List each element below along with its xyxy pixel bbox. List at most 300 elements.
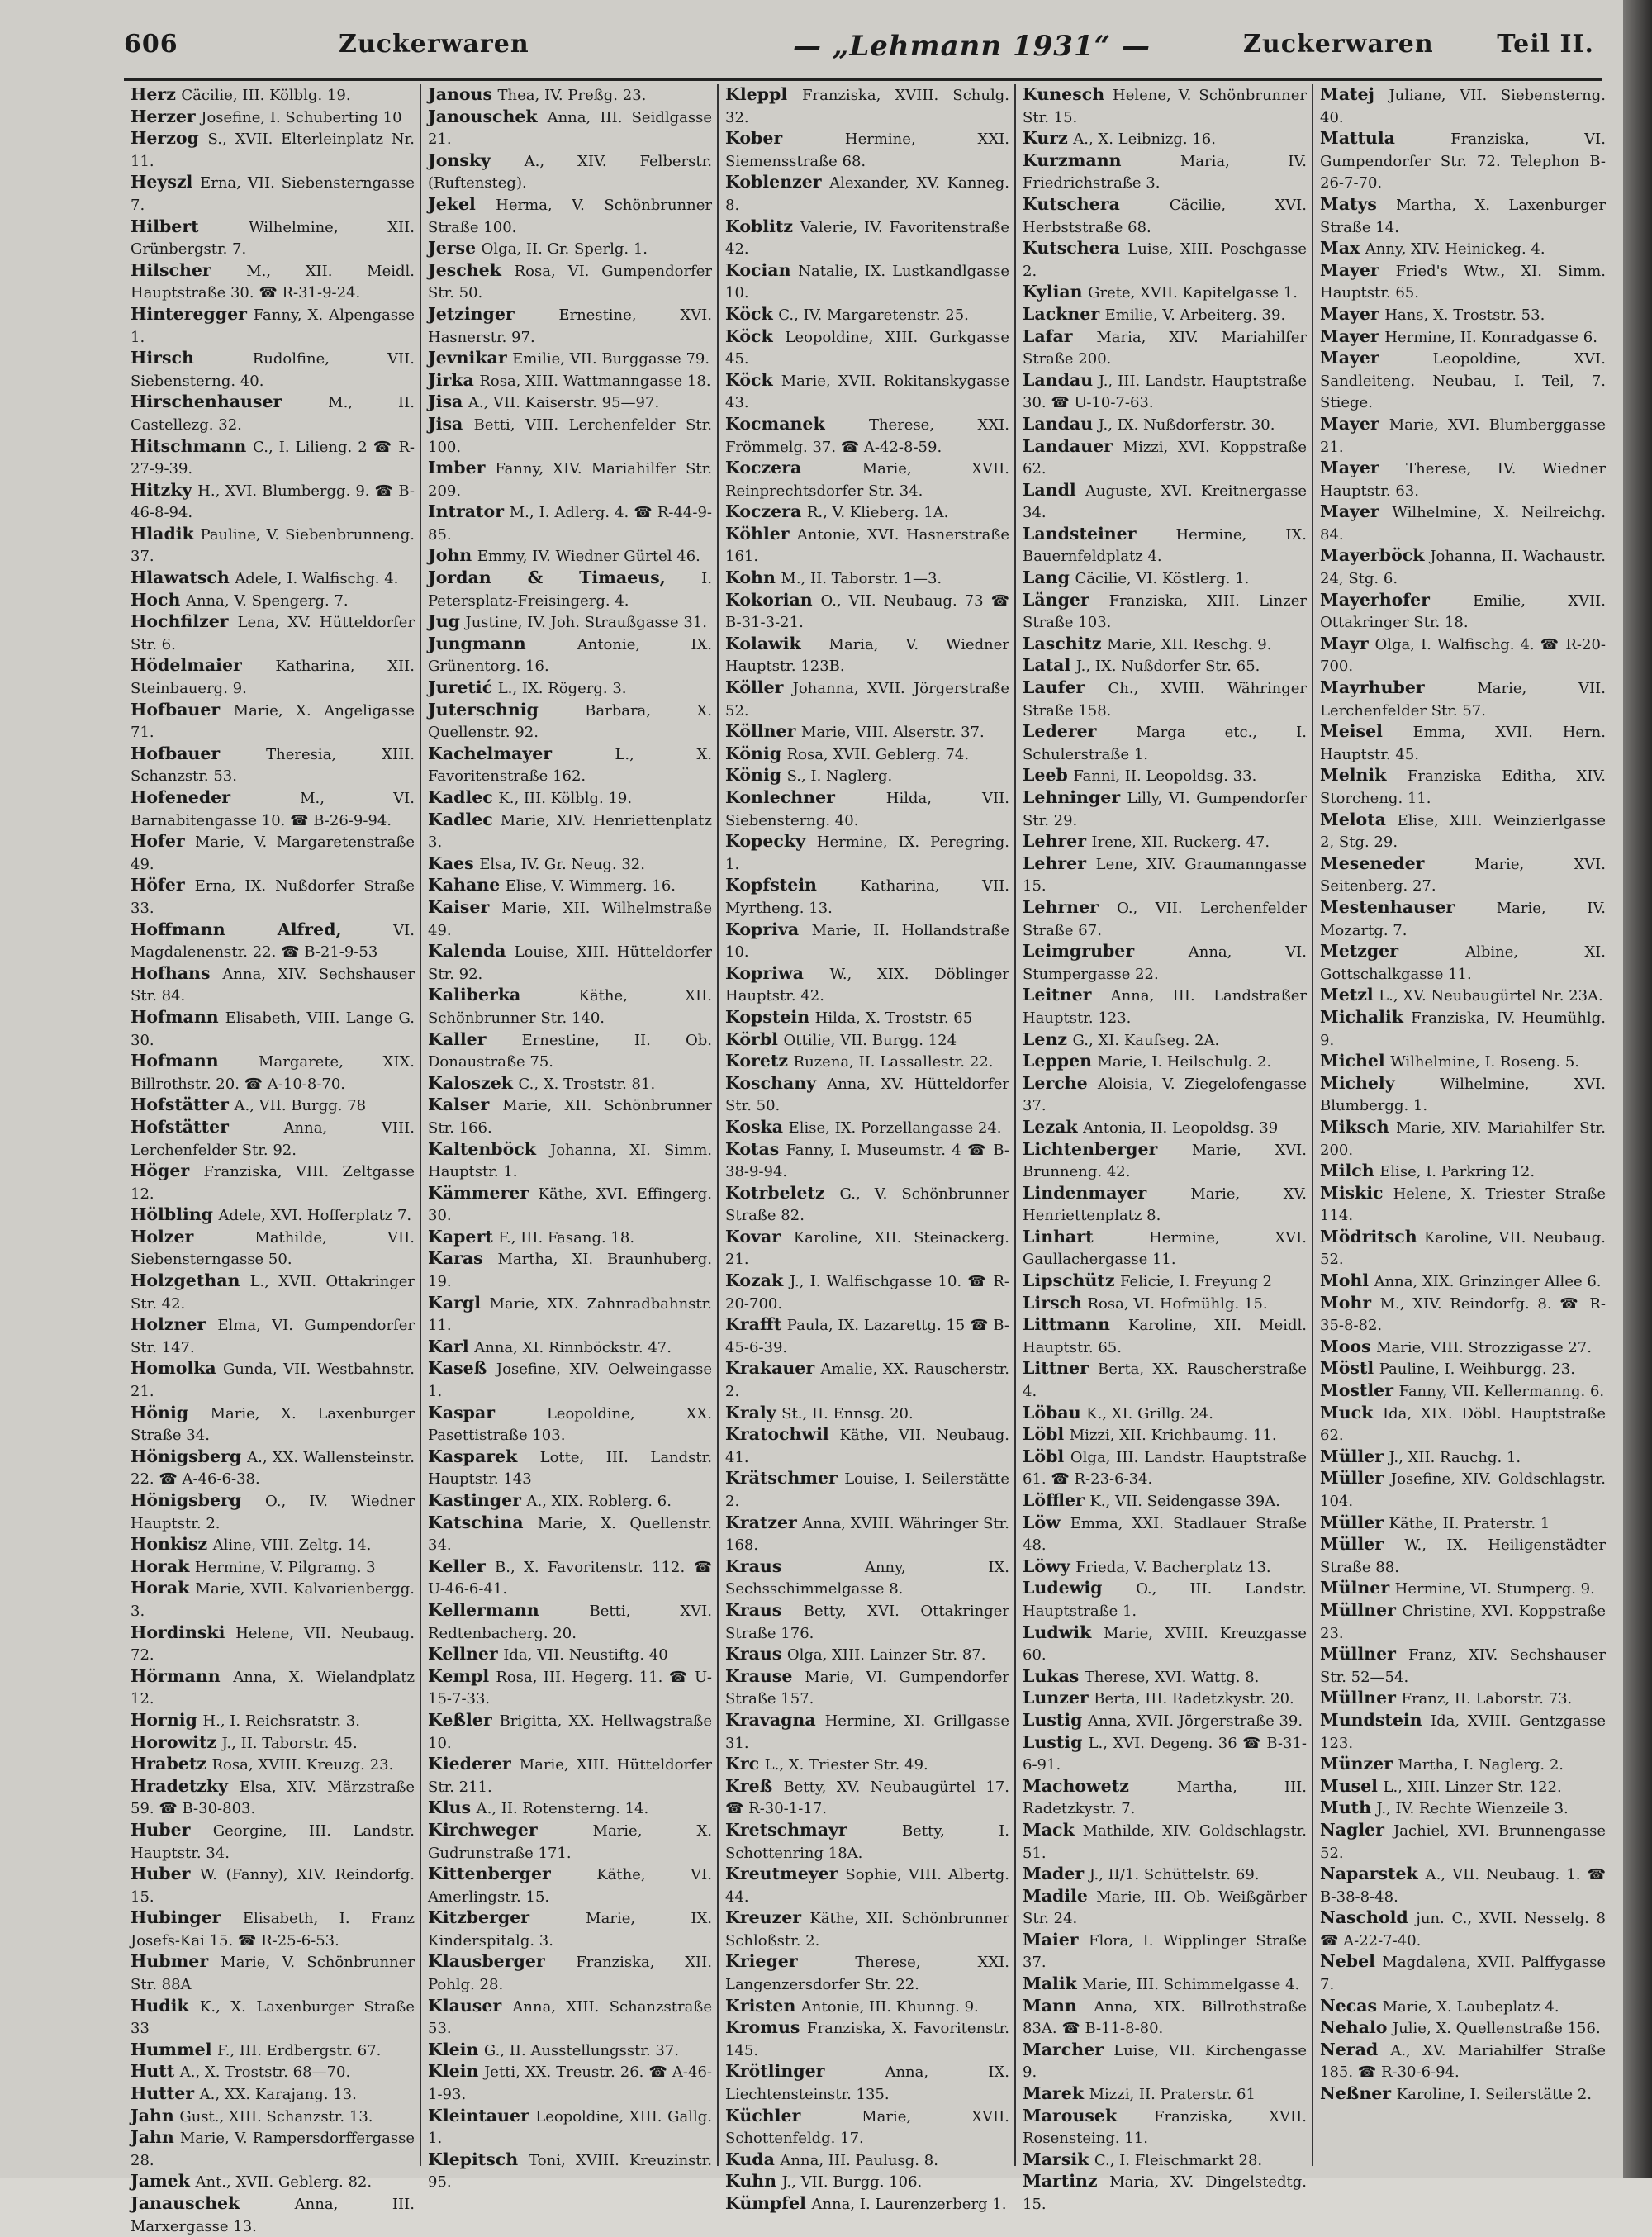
entry-details: Marie, XVI. Brunneng. 42. — [1023, 1141, 1307, 1181]
directory-entry — [131, 172, 415, 216]
entry-name: Kreß — [725, 1775, 773, 1796]
directory-entry — [131, 700, 415, 743]
entry-name: Höfer — [131, 875, 185, 895]
entry-details: Fanni, II. Leopoldsg. 33. — [1073, 767, 1257, 786]
entry-name: Köck — [725, 303, 773, 324]
directory-entry — [131, 963, 415, 1007]
directory-entry — [1023, 1666, 1307, 1688]
entry-name: Mayrhuber — [1320, 677, 1425, 698]
entry-details: Adele, I. Walfischg. 4. — [235, 570, 399, 588]
directory-entry — [725, 2017, 1009, 2061]
directory-entry — [428, 810, 712, 853]
directory-entry — [1023, 1051, 1307, 1073]
entry-details: Franz, XIV. Sechshauser Str. 52—54. — [1320, 1646, 1606, 1686]
entry-name: Herz — [131, 84, 176, 104]
entry-details: Louise, I. Seilerstätte 2. — [725, 1470, 1009, 1510]
entry-details: G., II. Ausstellungsstr. 37. — [483, 2041, 680, 2059]
entry-name: Koczera — [725, 501, 802, 522]
entry-name: Keßler — [428, 1709, 492, 1730]
entry-details: Mizzi, XII. Krichbaumg. 11. — [1069, 1427, 1277, 1445]
entry-name: Kopecky — [725, 831, 806, 852]
directory-entry — [1023, 2040, 1307, 2083]
entry-name: Kunesch — [1023, 84, 1105, 104]
entry-details: Auguste, XVI. Kreitnergasse 34. — [1023, 482, 1307, 522]
directory-entry — [1023, 941, 1307, 985]
directory-entry — [131, 1556, 415, 1579]
entry-name: Matys — [1320, 193, 1377, 214]
entry-name: Malik — [1023, 1973, 1077, 1994]
entry-details: Luise, XIII. Poschgasse 2. — [1023, 240, 1307, 280]
entry-details: A., XIX. Roblerg. 6. — [526, 1493, 672, 1510]
entry-name: Jisa — [428, 392, 463, 412]
entry-name: Kalser — [428, 1095, 490, 1115]
entry-name: Landsteiner — [1023, 523, 1137, 544]
entry-name: Lunzer — [1023, 1688, 1089, 1708]
directory-entry — [1023, 1293, 1307, 1315]
directory-entry — [1023, 831, 1307, 853]
entry-name: Kaseß — [428, 1358, 487, 1379]
entry-details: Marie, V. Margaretenstraße 49. — [131, 834, 415, 873]
entry-details: Marie, XVI. Seitenberg. 27. — [1320, 855, 1606, 895]
directory-entry — [428, 700, 712, 743]
entry-details: Maria, IV. Friedrichstraße 3. — [1023, 152, 1307, 192]
entry-name: Müller — [1320, 1512, 1384, 1532]
directory-entry — [428, 2106, 712, 2149]
entry-name: Klepitsch — [428, 2149, 519, 2169]
entry-details: Leopoldine, XVI. Sandleiteng. Neubau, I. Teil, 7. Stiege. — [1320, 350, 1606, 412]
entry-name: Karas — [428, 1248, 483, 1269]
directory-entry — [1320, 1820, 1606, 1864]
column-1 — [124, 84, 421, 2235]
entry-name: Michalik — [1320, 1006, 1403, 1027]
entry-details: Rosa, VI. Hofmühlg. 15. — [1087, 1294, 1268, 1313]
entry-details: Ernestine, XVI. Hasnerstr. 97. — [428, 306, 712, 346]
entry-details: Antonie, IX. Grünentorg. 16. — [428, 635, 712, 676]
entry-details: A., VII. Kaiserstr. 95—97. — [468, 394, 660, 412]
entry-details: Hermine, V. Pilgramg. 3 — [194, 1558, 376, 1576]
entry-name: Mohr — [1320, 1292, 1372, 1313]
directory-entry — [1023, 282, 1307, 304]
entry-details: Marie, XIII. Hütteldorfer Str. 211. — [428, 1756, 712, 1796]
entry-details: C., IV. Margaretenstr. 25. — [778, 306, 969, 324]
directory-entry — [131, 787, 415, 831]
entry-name: Ludwik — [1023, 1622, 1092, 1642]
directory-entry — [131, 1161, 415, 1204]
directory-entry — [725, 2149, 1009, 2172]
entry-details: A., X. Leibnizg. 16. — [1073, 131, 1216, 149]
entry-details: Lene, XIV. Graumanngasse 15. — [1023, 855, 1307, 895]
entry-details: Marga etc., I. Schulerstraße 1. — [1023, 724, 1307, 763]
entry-name: Intrator — [428, 501, 504, 522]
entry-details: Lotte, III. Landstr. Hauptstr. 143 — [428, 1448, 712, 1489]
directory-entry — [1320, 1161, 1606, 1183]
entry-name: Jordan & Timaeus, — [428, 568, 666, 588]
entry-details: Elma, VI. Gumpendorfer Str. 147. — [131, 1317, 415, 1356]
entry-name: Kalenda — [428, 941, 506, 962]
entry-details: Antonie, III. Khunng. 9. — [800, 1997, 979, 2016]
entry-name: Kraus — [725, 1599, 782, 1620]
directory-entry — [725, 1358, 1009, 1402]
entry-name: Krieger — [725, 1951, 798, 1972]
entry-name: Kaspar — [428, 1402, 496, 1422]
entry-name: Mann — [1023, 1995, 1077, 2016]
directory-entry — [428, 150, 712, 194]
entry-name: Hofbauer — [131, 699, 221, 720]
entry-details: Marie, VIII. Strozzigasse 27. — [1376, 1338, 1592, 1356]
directory-entry — [1023, 721, 1307, 765]
entry-details: Karoline, XII. Meidl. Hauptstr. 65. — [1023, 1317, 1307, 1356]
entry-name: Kaiser — [428, 896, 490, 917]
directory-entry — [1023, 1490, 1307, 1513]
entry-name: Müllner — [1320, 1688, 1396, 1708]
entry-name: Lustig — [1023, 1709, 1083, 1730]
entry-name: Mayer — [1320, 348, 1379, 368]
entry-details: Thea, IV. Preßg. 23. — [497, 87, 647, 104]
entry-name: Karl — [428, 1336, 469, 1356]
directory-entry — [725, 1007, 1009, 1029]
entry-details: Hermine, IX. Peregring. 1. — [725, 834, 1009, 873]
entry-name: Küchler — [725, 2105, 801, 2125]
directory-entry — [1320, 1007, 1606, 1051]
entry-name: Kahane — [428, 875, 501, 895]
entry-details: Hermine, XI. Grillgasse 31. — [725, 1712, 1009, 1752]
entry-details: Amalie, XX. Rauscherstr. 2. — [725, 1361, 1009, 1401]
entry-name: Mayer — [1320, 413, 1379, 434]
entry-details: Berta, III. Radetzkystr. 20. — [1094, 1690, 1294, 1708]
entry-name: Hudik — [131, 1995, 189, 2016]
entry-name: Kurz — [1023, 128, 1068, 149]
directory-entry — [131, 1490, 415, 1534]
entry-name: Kapert — [428, 1226, 493, 1247]
directory-entry — [131, 348, 415, 392]
entry-details: Rosa, XIII. Wattmanngasse 18. — [479, 372, 711, 390]
entry-details: Fanny, X. Alpengasse 1. — [131, 306, 415, 346]
entry-details: Natalie, IX. Lustkandlgasse 10. — [725, 262, 1009, 302]
directory-entry — [725, 2193, 1009, 2216]
entry-name: Kastinger — [428, 1490, 521, 1510]
entry-name: Hofmann — [131, 1051, 219, 1071]
entry-details: A., VII. Neubaug. 1. ☎ B-38-8-48. — [1320, 1866, 1606, 1906]
entry-name: Kravagna — [725, 1709, 816, 1730]
directory-entry — [1320, 1534, 1606, 1578]
entry-name: Kempl — [428, 1665, 490, 1686]
entry-details: Felicie, I. Freyung 2 — [1120, 1273, 1272, 1291]
entry-details: Marie, X. Laxenburger Straße 34. — [131, 1404, 415, 1445]
entry-name: Münzer — [1320, 1754, 1393, 1774]
entry-name: Marcher — [1023, 2039, 1104, 2059]
entry-details: J., IX. Nußdorferstr. 30. — [1098, 416, 1275, 434]
entry-name: Mayr — [1320, 633, 1369, 653]
directory-entry — [1023, 1270, 1307, 1293]
entry-name: Leitner — [1023, 985, 1092, 1005]
entry-details: Emma, XVII. Hern. Hauptstr. 45. — [1320, 724, 1606, 763]
directory-entry — [131, 875, 415, 919]
entry-name: Landau — [1023, 413, 1094, 434]
entry-details: Elise, V. Wimmerg. 16. — [505, 877, 676, 895]
entry-details: Karoline, XII. Steinackerg. 21. — [725, 1228, 1009, 1269]
entry-name: Kasparek — [428, 1446, 518, 1466]
directory-entry — [1320, 941, 1606, 985]
entry-details: Helene, V. Schönbrunner Str. 15. — [1023, 87, 1307, 126]
entry-name: Hoch — [131, 589, 181, 610]
entry-name: Koblitz — [725, 216, 794, 236]
directory-entry — [725, 216, 1009, 260]
entry-name: Metzger — [1320, 941, 1399, 962]
directory-entry — [725, 1644, 1009, 1666]
entry-name: Hönigsberg — [131, 1490, 242, 1510]
entry-details: Mizzi, XVI. Koppstraße 62. — [1023, 438, 1307, 478]
directory-entry — [428, 414, 712, 458]
entry-name: Lirsch — [1023, 1292, 1082, 1313]
entry-name: Jetzinger — [428, 303, 515, 324]
directory-entry — [1320, 1864, 1606, 1907]
directory-entry — [428, 1864, 712, 1907]
entry-details: Maria, V. Wiedner Hauptstr. 123B. — [725, 635, 1009, 676]
directory-entry — [428, 1095, 712, 1138]
entry-name: Kraly — [725, 1402, 776, 1422]
directory-entry — [428, 370, 712, 392]
entry-name: Koretz — [725, 1051, 788, 1071]
entry-details: Marie, XV. Henriettenplatz 8. — [1023, 1185, 1307, 1225]
entry-details: Hermine, XXI. Siemensstraße 68. — [725, 131, 1009, 170]
directory-entry — [725, 831, 1009, 875]
entry-details: Marie, X. Angeligasse 71. — [131, 701, 415, 742]
directory-entry — [1023, 1117, 1307, 1139]
entry-details: Franziska, VI. Gumpendorfer Str. 72. Telephon B-26-7-70. — [1320, 131, 1606, 192]
entry-name: Lehrner — [1023, 896, 1099, 917]
entry-name: Marsik — [1023, 2149, 1089, 2169]
entry-name: Kotrbeletz — [725, 1182, 825, 1203]
entry-details: VI. Magdalenenstr. 22. ☎ B-21-9-53 — [131, 921, 415, 962]
directory-entry — [1023, 1227, 1307, 1270]
directory-entry — [1320, 194, 1606, 238]
entry-details: J., III. Landstr. Hauptstraße 30. ☎ U-10-7-63. — [1023, 372, 1307, 412]
directory-entry — [131, 1270, 415, 1314]
directory-entry — [725, 1820, 1009, 1864]
entry-name: Kraus — [725, 1555, 782, 1576]
entry-name: Holzner — [131, 1314, 206, 1335]
entry-details: Elisabeth, VIII. Lange G. 30. — [131, 1009, 415, 1049]
entry-details: Fanny, I. Museumstr. 4 ☎ B-38-9-94. — [725, 1141, 1009, 1181]
entry-name: Machowetz — [1023, 1775, 1129, 1796]
entry-details: Fanny, XIV. Mariahilfer Str. 209. — [428, 460, 712, 500]
directory-entry — [725, 326, 1009, 370]
entry-name: Miskic — [1320, 1182, 1384, 1203]
entry-name: Jonsky — [428, 150, 491, 170]
entry-name: Hitzky — [131, 479, 192, 500]
entry-details: M., VI. Barnabitengasse 10. ☎ B-26-9-94. — [131, 790, 415, 829]
directory-entry — [131, 1007, 415, 1051]
entry-name: Lackner — [1023, 303, 1100, 324]
entry-name: Hladik — [131, 523, 194, 544]
entry-details: Juliane, VII. Siebensterng. 40. — [1320, 87, 1606, 126]
entry-details: Käthe, VII. Neubaug. 41. — [725, 1427, 1009, 1466]
entry-name: Landau — [1023, 369, 1094, 390]
directory-entry — [131, 1710, 415, 1732]
entry-name: Katschina — [428, 1512, 524, 1532]
entry-details: Anna, III. Marxergasse 13. — [131, 2196, 415, 2235]
directory-entry — [1320, 1403, 1606, 1446]
entry-name: Hofer — [131, 831, 185, 852]
directory-entry — [1023, 853, 1307, 897]
directory-entry — [1320, 1446, 1606, 1469]
entry-details: Wilhelmine, XVI. Blumbergg. 1. — [1320, 1075, 1606, 1115]
entry-details: Leopoldine, XIII. Gallg. 1. — [428, 2107, 712, 2148]
directory-entry — [1023, 1622, 1307, 1666]
entry-name: Hofbauer — [131, 743, 221, 763]
entry-name: Littmann — [1023, 1314, 1110, 1335]
directory-entry — [131, 1403, 415, 1446]
directory-entry — [1023, 480, 1307, 524]
directory-entry — [725, 458, 1009, 501]
entry-details: Ida, XIX. Döbl. Hauptstraße 62. — [1320, 1404, 1606, 1445]
entry-name: Hirschenhauser — [131, 392, 282, 412]
directory-entry — [1023, 1886, 1307, 1930]
entry-name: Hubinger — [131, 1907, 221, 1928]
directory-entry — [131, 743, 415, 787]
directory-entry — [131, 1820, 415, 1864]
entry-details: Anna, III. Landstraßer Hauptstr. 123. — [1023, 987, 1307, 1027]
entry-details: Anna, XVII. Jörgerstraße 39. — [1087, 1712, 1303, 1730]
entry-name: Lindenmayer — [1023, 1182, 1147, 1203]
entry-details: Rudolfine, VII. Siebensterng. 40. — [131, 350, 415, 390]
entry-name: Hönig — [131, 1402, 189, 1422]
entry-details: Brigitta, XX. Hellwagstraße 10. — [428, 1712, 712, 1752]
directory-entry — [1023, 436, 1307, 480]
entry-details: Ernestine, II. Ob. Donaustraße 75. — [428, 1031, 712, 1071]
directory-entry — [428, 1403, 712, 1446]
entry-details: Herma, V. Schönbrunner Straße 100. — [428, 196, 712, 236]
directory-entry — [428, 1798, 712, 1820]
directory-entry — [1320, 260, 1606, 304]
directory-entry — [1320, 1688, 1606, 1710]
entry-name: Herzog — [131, 128, 199, 149]
entry-name: Martinz — [1023, 2171, 1098, 2192]
entry-details: Anna, XI. Rinnböckstr. 47. — [474, 1338, 672, 1356]
directory-entry — [1320, 238, 1606, 260]
entry-name: Lerche — [1023, 1072, 1088, 1093]
entry-name: Janauschek — [131, 2193, 240, 2213]
entry-details: Marie, XII. Schönbrunner Str. 166. — [428, 1097, 712, 1137]
binding-edge — [1623, 0, 1652, 2178]
entry-name: Milch — [1320, 1161, 1374, 1181]
entry-details: Wilhelmine, X. Neilreichg. 84. — [1320, 504, 1606, 544]
directory-entry — [1320, 1600, 1606, 1644]
directory-entry — [131, 1622, 415, 1666]
entry-details: G., XI. Kaufseg. 2A. — [1072, 1031, 1220, 1049]
entry-details: Franziska, XIII. Linzer Straße 103. — [1023, 591, 1307, 632]
entry-name: Imber — [428, 458, 486, 478]
directory-entry — [131, 1446, 415, 1490]
entry-details: O., IV. Wiedner Hauptstr. 2. — [131, 1493, 415, 1532]
directory-entry — [1320, 1270, 1606, 1293]
entry-details: Hans, X. Troststr. 53. — [1384, 306, 1545, 324]
entry-name: Kurzmann — [1023, 150, 1122, 170]
directory-entry — [1320, 84, 1606, 128]
entry-name: Kutschera — [1023, 238, 1120, 259]
entry-details: Antonia, II. Leopoldsg. 39 — [1083, 1118, 1279, 1137]
entry-details: C., I. Lilieng. 2 ☎ R-27-9-39. — [131, 438, 415, 478]
directory-entry — [725, 677, 1009, 721]
entry-name: Nagler — [1320, 1819, 1384, 1840]
entry-name: Marousek — [1023, 2105, 1118, 2125]
directory-entry — [1320, 2083, 1606, 2106]
directory-entry — [1023, 128, 1307, 150]
entry-details: Marie, XVIII. Kreuzgasse 60. — [1023, 1624, 1307, 1665]
entry-name: Janous — [428, 84, 493, 104]
directory-entry — [1023, 1930, 1307, 1973]
entry-details: Marie, XIX. Zahnradbahnstr. 11. — [428, 1294, 712, 1335]
entry-name: Hödelmaier — [131, 655, 242, 676]
directory-entry — [131, 1358, 415, 1402]
directory-entry — [1023, 1029, 1307, 1052]
directory-entry — [1320, 2017, 1606, 2040]
entry-details: Käthe, XII. Schönbrunner Schloßstr. 2. — [725, 1910, 1009, 1950]
entry-details: Betti, VIII. Lerchenfelder Str. 100. — [428, 416, 712, 456]
entry-name: Kokorian — [725, 589, 813, 610]
entry-name: Kleppl — [725, 84, 788, 104]
entry-name: Lukas — [1023, 1665, 1080, 1686]
entry-details: Franziska, XVII. Rosensteing. 11. — [1023, 2107, 1307, 2148]
entry-name: Kohn — [725, 568, 776, 588]
entry-details: Wilhelmine, I. Roseng. 5. — [1390, 1053, 1580, 1071]
entry-details: Emilie, V. Arbeiterg. 39. — [1104, 306, 1286, 324]
directory-entry — [725, 260, 1009, 304]
directory-entry — [725, 1556, 1009, 1600]
directory-entry — [131, 2083, 415, 2106]
entry-name: Kaller — [428, 1028, 487, 1049]
entry-name: Kocian — [725, 259, 791, 280]
directory-entry — [428, 2061, 712, 2105]
directory-entry — [1320, 326, 1606, 349]
directory-entry — [428, 1644, 712, 1666]
entry-name: Hordinski — [131, 1622, 225, 1642]
entry-name: Mayer — [1320, 325, 1379, 346]
entry-details: Louise, XIII. Hütteldorfer Str. 92. — [428, 943, 712, 983]
entry-details: Magdalena, XVII. Palffygasse 7. — [1320, 1954, 1606, 1994]
directory-entry — [725, 1468, 1009, 1512]
entry-name: Krätschmer — [725, 1468, 838, 1489]
entry-details: Marie, XVII. Schottenfeldg. 17. — [725, 2107, 1009, 2148]
entry-name: Kaes — [428, 853, 474, 873]
entry-name: Kober — [725, 128, 783, 149]
directory-entry — [131, 1951, 415, 1995]
entry-details: Rosa, XVIII. Kreuzg. 23. — [211, 1756, 394, 1774]
directory-entry — [428, 985, 712, 1028]
entry-details: Sophie, VIII. Albertg. 44. — [725, 1866, 1009, 1906]
entry-details: Antonie, XVI. Hasnerstraße 161. — [725, 525, 1009, 566]
directory-entry — [725, 1513, 1009, 1556]
entry-details: Julie, X. Quellenstraße 156. — [1392, 2020, 1601, 2038]
directory-entry — [725, 1073, 1009, 1117]
entry-name: Laufer — [1023, 677, 1085, 698]
entry-name: Hofhans — [131, 962, 211, 983]
entry-name: Lang — [1023, 568, 1070, 588]
entry-name: Köhler — [725, 523, 790, 544]
entry-name: Kadlec — [428, 809, 493, 829]
entry-details: Pauline, V. Siebenbrunneng. 37. — [131, 525, 415, 566]
entry-details: A., VII. Burgg. 78 — [234, 1097, 367, 1115]
entry-name: Nehalo — [1320, 2017, 1388, 2038]
directory-entry — [131, 524, 415, 568]
directory-entry — [1320, 1754, 1606, 1776]
directory-entry — [131, 1314, 415, 1358]
entry-name: Jerse — [428, 238, 477, 259]
entry-details: J., I. Walfischgasse 10. ☎ R-20-700. — [725, 1273, 1009, 1313]
entry-details: Ch., XVIII. Währinger Straße 158. — [1023, 680, 1307, 720]
entry-details: Katharina, XII. Steinbauerg. 9. — [131, 658, 415, 698]
directory-entry — [725, 787, 1009, 831]
